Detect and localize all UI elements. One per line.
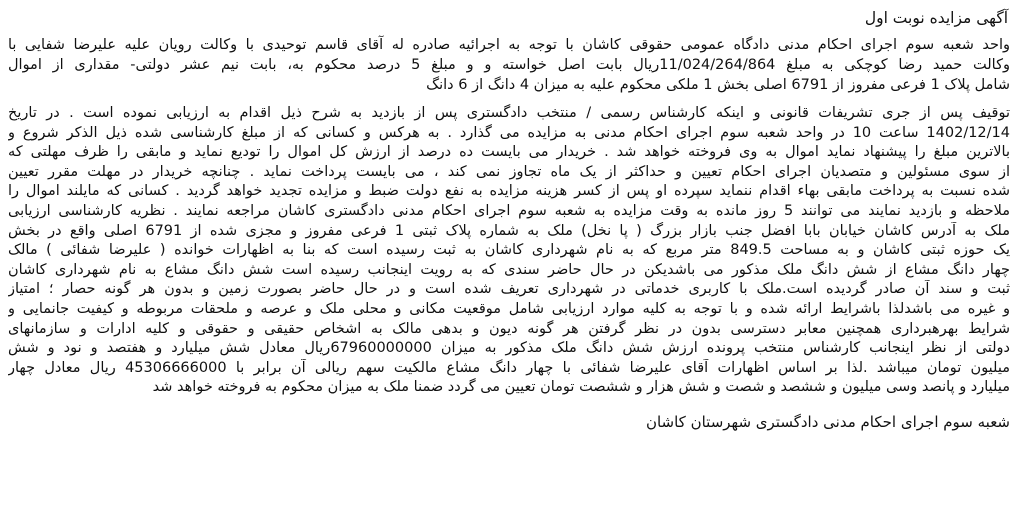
paragraph-1-line: شامل پلاک 1 فرعی مفروز از 6791 اصلی بخش 1 ملکی محکوم علیه به میزان 4 دانگ از 6 دانگ xyxy=(426,77,1010,93)
paragraph-2-line: ملاحظه و بازدید نمایند می توانند 5 روز مانده به وقت مزایده به شعبه سوم اجرای احکام مدنی دادگستری کاشان مراجعه نمایند . نظریه کارشناسی ارزیابی xyxy=(8,202,1010,219)
paragraph-2-line: از سوی مسئولین و متصدیان اجرای احکام تعیین و حداکثر از یک ماه تجاوز نمی کند ، می بایست پرداخت نماید . چنانچه خریدار در مهلت مقرر تعیین xyxy=(8,163,1010,180)
paragraph-2-line: چهار دانگ مشاع از شش دانگ ملک مذکور می باشدیکن در حال حاضر سندی که به رویت اینجانب رسیده است شش دانگ مشاع به نام شهرداری کاشان xyxy=(8,261,1010,278)
paragraph-2-line: 1402/12/14 ساعت 10 در واحد شعبه سوم اجرای احکام مدنی به مزایده می گذارد . به هرکس و کسانی که از مبلغ کارشناسی شده ذیل الذکر شروع و xyxy=(8,124,1010,141)
notice-paragraph-1 xyxy=(8,35,1010,95)
paragraph-1-line: واحد شعبه سوم اجرای احکام مدنی دادگاه عمومی حقوقی کاشان با توجه به اجرائیه صادره له آقای قاسم توحیدی با وکالت رویان علیه علیرضا شفایی با xyxy=(8,37,1010,53)
paragraph-2-line: میلیارد و پانصد وسی میلیون و ششصد و شصت و شش هزار و ششصت تومان تعیین می گردد ضمنا ملک به میزان محکوم به فروخته خواهد شد xyxy=(152,379,1010,396)
notice-paragraph-2 xyxy=(8,104,1010,398)
paragraph-2-line: و غیره می باشدلذا باشرایط ارائه شده و با توجه به کلیه موارد ارزیابی شامل موقعیت مکانی و محلی ملک و عرصه و ملحقات مربوطه و کیفیت جانمایی و xyxy=(8,300,1010,317)
paragraph-2-line: بالاترین مبلغ را پیشنهاد نماید اموال به وی فروخته خواهد شد . خریدار می بایست ده درصد از ارزش کل اموال را تودیع نماید و مابقی را ظرف مهلتی که xyxy=(8,144,1010,161)
paragraph-2-line: ثبت و سند آن صادر گردیده است.ملک با کاربری خدماتی در شهرداری تعریف شده است و در حال حاضر بصورت زمین و بدون هر گونه حصار ؛ امتیاز xyxy=(8,281,1010,298)
paragraph-2-line: میلیون تومان میباشد .لذا بر اساس اظهارات آقای علیرضا شفائی با چهار دانگ مشاع مالکیت سهم ریالی آن برابر با 45306666000 ریال معادل چهار xyxy=(8,359,1010,376)
notice-title: آگهی مزایده نوبت اول xyxy=(864,9,1008,27)
paragraph-2-line: ملک به آدرس کاشان خیابان بابا افضل جنب بازار بزرگ ( پا نخل) ملک به شماره پلاک ثبتی 1 فرعی مفروز و مجزی شده از 6791 اصلی واقع در بخش xyxy=(8,222,1010,239)
paragraph-2-line: شده نسبت به پرداخت مابقی بهاء اقدام ننماید سپرده او پس از کسر هزینه مزایده به نفع دولت ضبط و مزایده تجدید خواهد گردید . کسانی که مایلند اموال را xyxy=(8,183,1010,200)
notice-signature: شعبه سوم اجرای احکام مدنی دادگستری شهرستان کاشان xyxy=(645,412,1010,431)
paragraph-2-line: شرایط بهرهبرداری همچنین معابر دسترسی بدون در نظر گرفتن هر گونه دیون و بدهی مالک به اشخاص حقیقی و حقوقی و کلیه ادارات و سازمانهای xyxy=(8,320,1010,337)
paragraph-2-line: دولتی از نظر اینجانب کارشناس منتخب پرونده ارزش شش دانگ ملک مذکور به میزان 67960000000ریال معادل شش میلیارد و هفتصد و نود و شش xyxy=(8,340,1010,357)
paragraph-1-line: وکالت حمید رضا کوچکی به مبلغ 11/024/264/864ریال بابت اصل خواسته و و مبلغ 5 درصد محکوم به، بابت نیم عشر دولتی- مقداری از اموال xyxy=(8,57,1010,73)
paragraph-2-line: یک حوزه ثبتی کاشان و به مساحت 849.5 متر مربع که به نام شهرداری کاشان به ثبت رسیده است که بنا به اظهارات خوانده ( علیرضا شفائی ) مالک xyxy=(8,242,1010,259)
paragraph-2-line: توقیف پس از جری تشریفات قانونی و اینکه کارشناس رسمی / منتخب دادگستری پس از بازدید به شرح ذیل اقدام به ارزیابی نموده است . در تاریخ xyxy=(8,105,1010,121)
